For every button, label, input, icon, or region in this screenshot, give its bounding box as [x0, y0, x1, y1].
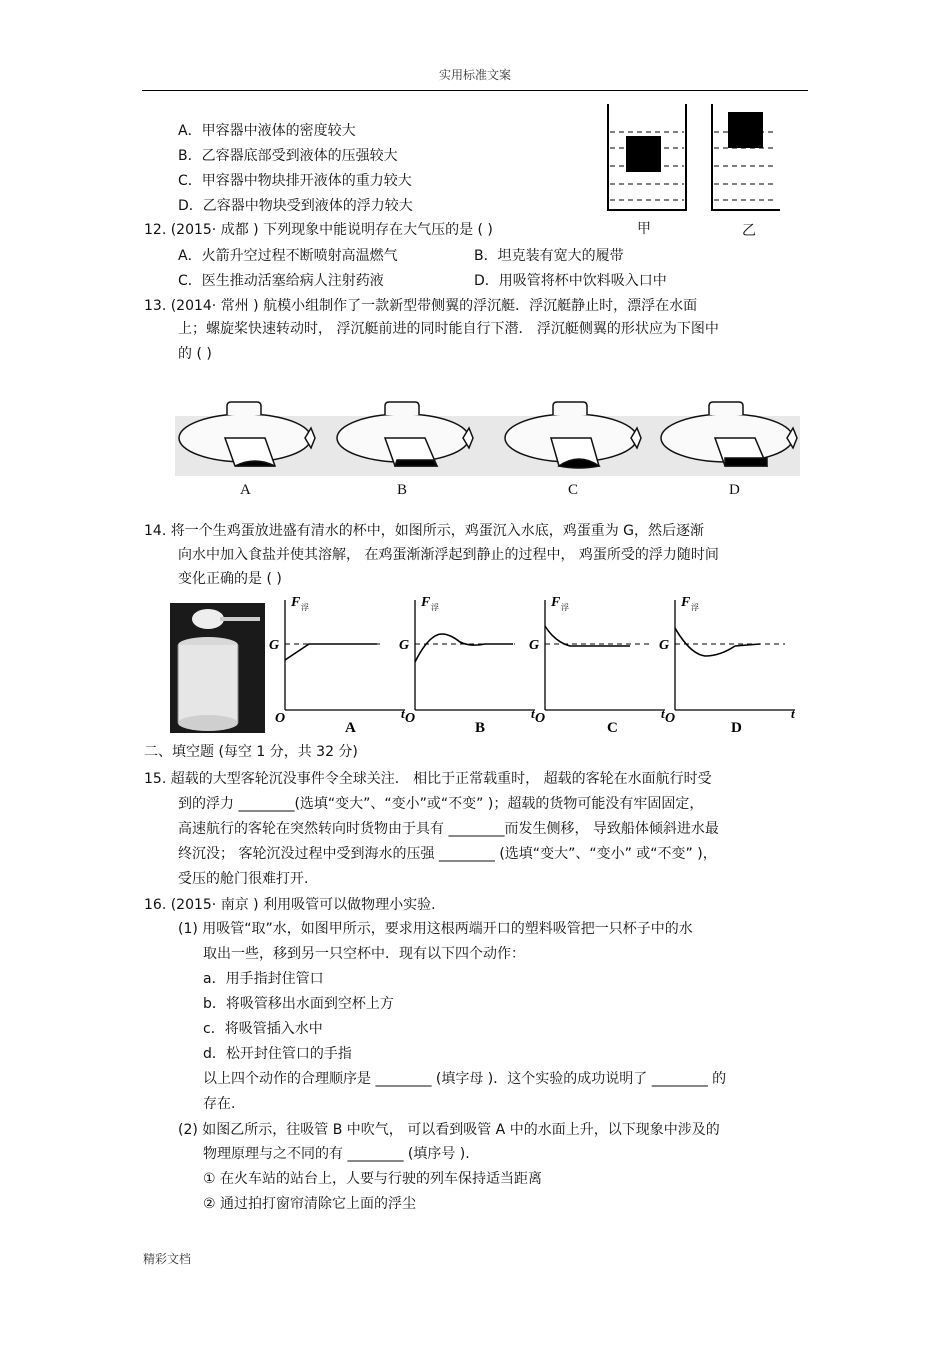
q11-label-yi: 乙	[742, 223, 756, 239]
svg-text:G: G	[399, 638, 410, 653]
q13-line-3: 的 ( )	[178, 346, 212, 362]
q11-option-a: A．甲容器中液体的密度较大	[178, 123, 356, 139]
q16-step-a: a．用手指封住管口	[203, 971, 324, 987]
q14-axis-f-sub-a: 浮	[301, 603, 309, 612]
q14-axis-f-b: F	[421, 595, 431, 610]
svg-text:O: O	[665, 711, 676, 726]
q16-option-2: ② 通过拍打窗帘清除它上面的浮尘	[203, 1196, 417, 1212]
svg-text:t: t	[401, 706, 405, 721]
q13-label-b: B	[397, 482, 408, 498]
q12-option-a: A．火箭升空过程不断喷射高温燃气	[178, 248, 398, 264]
q14-line-3: 变化正确的是 ( )	[178, 571, 282, 587]
q14-line-1: 14. 将一个生鸡蛋放进盛有清水的杯中，如图所示，鸡蛋沉入水底，鸡蛋重为 G，然后逐渐	[144, 523, 705, 539]
svg-text:G: G	[529, 638, 540, 653]
svg-text:t: t	[531, 706, 535, 721]
q13-label-c: C	[568, 482, 579, 498]
q14-axis-f-c: F	[551, 595, 561, 610]
svg-text:G: G	[659, 638, 670, 653]
q14-line-2: 向水中加入食盐并使其溶解， 在鸡蛋渐渐浮起到静止的过程中， 鸡蛋所受的浮力随时间	[178, 547, 719, 563]
q11-block-yi	[728, 112, 763, 148]
q14-axis-f-a: F	[291, 595, 301, 610]
q14-axis-f-sub-c: 浮	[561, 603, 569, 612]
q16-line-9: 存在.	[203, 1096, 236, 1112]
q14-axis-f-sub-b: 浮	[431, 603, 439, 612]
svg-text:O: O	[405, 711, 416, 726]
header-rule	[142, 90, 808, 91]
q16-line-3: 取出一些，移到另一只空杯中．现有以下四个动作：	[203, 946, 525, 962]
q15-line-2: 到的浮力 ________(选填“变大”、“变小”或“不变” )；超载的货物可能没有牢固固定，	[178, 796, 704, 812]
q14-graph-label-d: D	[731, 720, 742, 736]
q16-option-1: ① 在火车站的站台上，人要与行驶的列车保持适当距离	[203, 1171, 542, 1187]
q13-line-1: 13. (2014· 常州 ) 航模小组制作了一款新型带侧翼的浮沉艇．浮沉艇静止时，漂浮在水面	[144, 298, 698, 314]
q11-block-jia	[626, 136, 661, 172]
q11-option-c: C．甲容器中物块排开液体的重力较大	[178, 173, 412, 189]
q16-step-b: b．将吸管移出水面到空杯上方	[203, 996, 394, 1012]
q16-line-10: (2) 如图乙所示，往吸管 B 中吹气， 可以看到吸管 A 中的水面上升，以下现象中涉及的	[178, 1122, 720, 1138]
q14-graphs	[265, 592, 810, 737]
q11-container-figure	[600, 100, 780, 240]
page-footer: 精彩文档	[143, 1252, 192, 1266]
q14-curve-d	[675, 628, 760, 656]
page-header: 实用标准文案	[438, 68, 511, 82]
q11-option-d: D．乙容器中物块受到液体的浮力较大	[178, 198, 413, 214]
q14-curve-c	[545, 626, 630, 646]
q16-line-8: 以上四个动作的合理顺序是 ________ (填字母 )．这个实验的成功说明了 ________ 的	[203, 1071, 727, 1087]
q16-step-c: c．将吸管插入水中	[203, 1021, 323, 1037]
q16-line-2: (1) 用吸管“取”水，如图甲所示，要求用这根两端开口的塑料吸管把一只杯子中的水	[178, 921, 693, 937]
q16-line-11: 物理原理与之不同的有 ________ (填序号 ).	[203, 1146, 470, 1162]
svg-text:t: t	[661, 706, 665, 721]
q14-graph-label-c: C	[607, 720, 618, 736]
q14-graph-label-b: B	[475, 720, 486, 736]
q14-curve-b	[415, 634, 513, 662]
q14-curve-a	[285, 644, 377, 660]
q15-line-5: 受压的舱门很难打开.	[178, 871, 309, 887]
svg-text:O: O	[535, 711, 546, 726]
section2-heading: 二、填空题 (每空 1 分，共 32 分)	[144, 744, 358, 760]
q15-line-3: 高速航行的客轮在突然转向时货物由于具有 ________而发生侧移， 导致船体倾斜进水最	[178, 821, 719, 837]
svg-text:O: O	[275, 711, 286, 726]
q14-graph-label-a: A	[345, 720, 356, 736]
q13-submarine-figure	[175, 398, 800, 508]
q15-line-1: 15. 超载的大型客轮沉没事件令全球关注． 相比于正常载重时， 超载的客轮在水面航行时受	[144, 771, 712, 787]
q15-line-4: 终沉没； 客轮沉没过程中受到海水的压强 ________ (选填“变大”、“变小” 或“不变” )，	[178, 846, 717, 862]
q14-cup-photo	[170, 603, 265, 733]
q14-axis-f-sub-d: 浮	[691, 603, 699, 612]
q11-label-jia: 甲	[637, 221, 651, 237]
svg-text:t: t	[791, 706, 795, 721]
q11-option-b: B．乙容器底部受到液体的压强较大	[178, 148, 398, 164]
q12-option-c: C．医生推动活塞给病人注射药液	[178, 273, 384, 289]
q16-line-1: 16. (2015· 南京 ) 利用吸管可以做物理小实验.	[144, 897, 436, 913]
q13-label-a: A	[240, 482, 251, 498]
q12-option-d: D．用吸管将杯中饮料吸入口中	[474, 273, 667, 289]
q12-option-b: B．坦克装有宽大的履带	[474, 248, 624, 264]
q16-step-d: d．松开封住管口的手指	[203, 1046, 352, 1062]
q14-axis-f-d: F	[681, 595, 691, 610]
q13-label-d: D	[729, 482, 740, 498]
q13-line-2: 上；螺旋桨快速转动时， 浮沉艇前进的同时能自行下潜． 浮沉艇侧翼的形状应为下图中	[178, 321, 719, 337]
svg-text:G: G	[269, 638, 280, 653]
q12-stem: 12. (2015· 成都 ) 下列现象中能说明存在大气压的是 ( )	[144, 222, 493, 238]
